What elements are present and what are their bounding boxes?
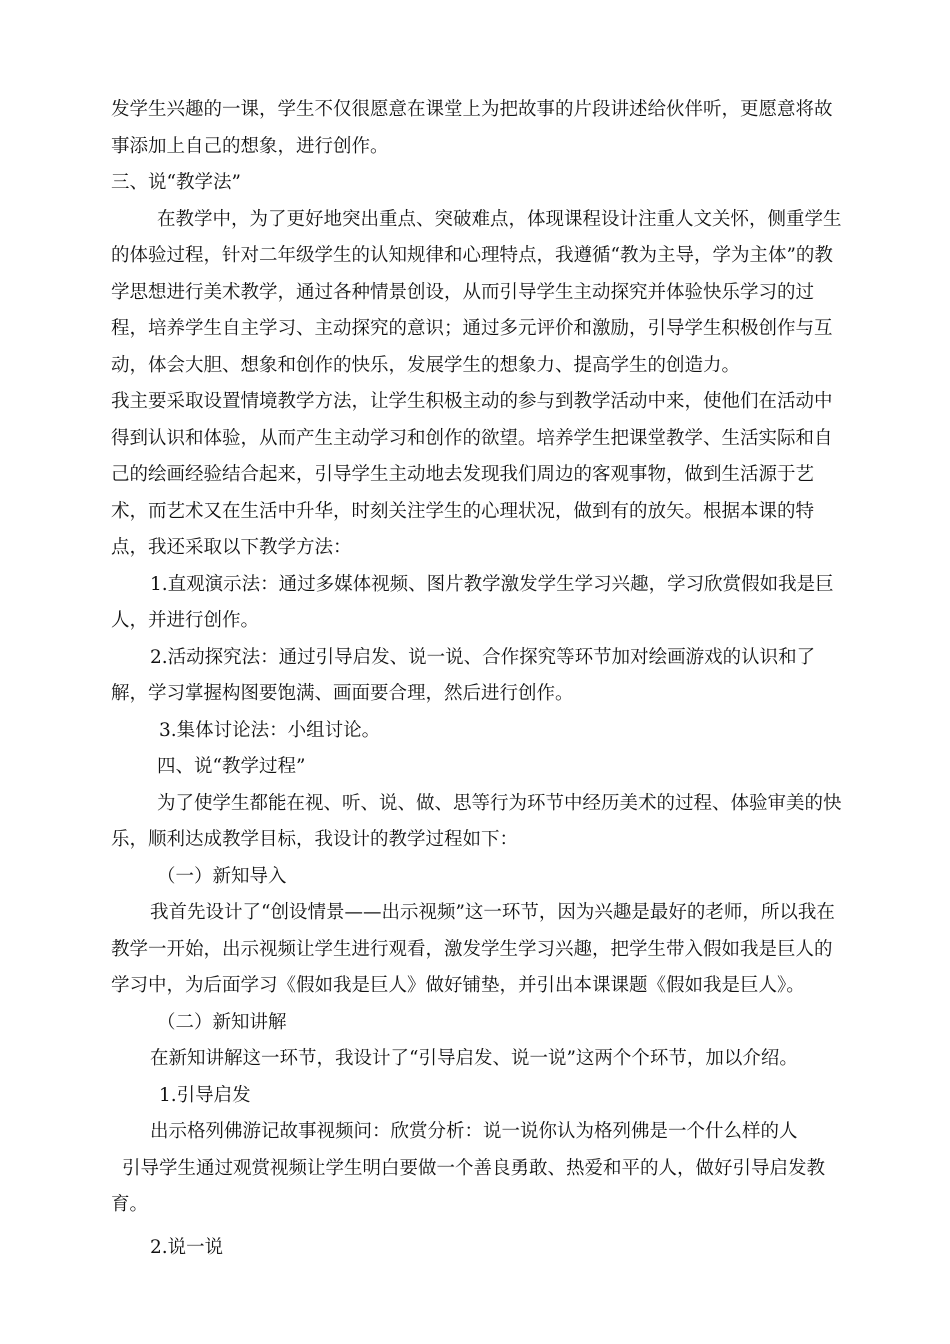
paragraph-intro: 我首先设计了“创设情景——出示视频”这一环节，因为兴趣是最好的老师，所以我在教学一开始，出示视频让学生进行观看，激发学生学习兴趣，把学生带入假如我是巨人的学习中，为后面学习《假如我是巨人》做好铺垫，并引出本课课题《假如我是巨人》。 bbox=[111, 902, 835, 996]
paragraph-continuation: 发学生兴趣的一课，学生不仅很愿意在课堂上为把故事的片段讲述给伙伴听，更愿意将故事添加上自己的想象，进行创作。 bbox=[111, 99, 833, 157]
paragraph-gulliver-video: 出示格列佛游记故事视频问：欣赏分析：说一说你认为格列佛是一个什么样的人 bbox=[150, 1121, 798, 1142]
subheading-say-it: 2.说一说 bbox=[150, 1236, 224, 1258]
paragraph-teaching-process: 为了使学生都能在视、听、说、做、思等行为环节中经历美术的过程、体验审美的快乐，顺利达成教学目标，我设计的教学过程如下： bbox=[111, 792, 842, 850]
document-body bbox=[111, 92, 846, 1266]
paragraph-explain: 在新知讲解这一环节，我设计了“引导启发、说一说”这两个个环节，加以介绍。 bbox=[150, 1048, 798, 1069]
subheading-new-knowledge-intro: （一）新知导入 bbox=[157, 865, 287, 887]
heading-teaching-process: 四、说“教学过程” bbox=[157, 756, 306, 777]
heading-teaching-method: 三、说“教学法” bbox=[111, 172, 241, 193]
list-item-method-1: 1.直观演示法：通过多媒体视频、图片教学激发学生学习兴趣，学习欣赏假如我是巨人，并进行创作。 bbox=[111, 573, 834, 631]
paragraph-teaching-method: 在教学中，为了更好地突出重点、突破难点，体现课程设计注重人文关怀，侧重学生的体验过程，针对二年级学生的认知规律和心理特点，我遵循“教为主导，学为主体”的教学思想进行美术教学，通过各种情景创设，从而引导学生主动探究并体验快乐学习的过程，培养学生自主学习、主动探究的意识；通过多元评价和激励，引导学生积极创作与互动，体会大胆、想象和创作的快乐，发展学生的想象力、提高学生的创造力。 bbox=[111, 208, 842, 376]
paragraph-situational-teaching: 我主要采取设置情境教学方法，让学生积极主动的参与到教学活动中来，使他们在活动中得到认识和体验，从而产生主动学习和创作的欲望。培养学生把课堂教学、生活实际和自己的绘画经验结合起来，引导学生主动地去发现我们周边的客观事物，做到生活源于艺术，而艺术又在生活中升华，时刻关注学生的心理状况，做到有的放矢。根据本课的特点，我还采取以下教学方法： bbox=[111, 391, 833, 558]
list-item-method-3: 3.集体讨论法：小组讨论。 bbox=[159, 719, 381, 741]
subheading-guide-inspire: 1.引导启发 bbox=[159, 1084, 251, 1106]
paragraph-guide-students: 引导学生通过观赏视频让学生明白要做一个善良勇敢、热爱和平的人，做好引导启发教育。 bbox=[111, 1157, 826, 1215]
list-item-method-2: 2.活动探究法：通过引导启发、说一说、合作探究等环节加对绘画游戏的认识和了解，学习掌握构图要饱满、画面要合理，然后进行创作。 bbox=[111, 646, 816, 704]
subheading-new-knowledge-explain: （二）新知讲解 bbox=[157, 1011, 287, 1033]
